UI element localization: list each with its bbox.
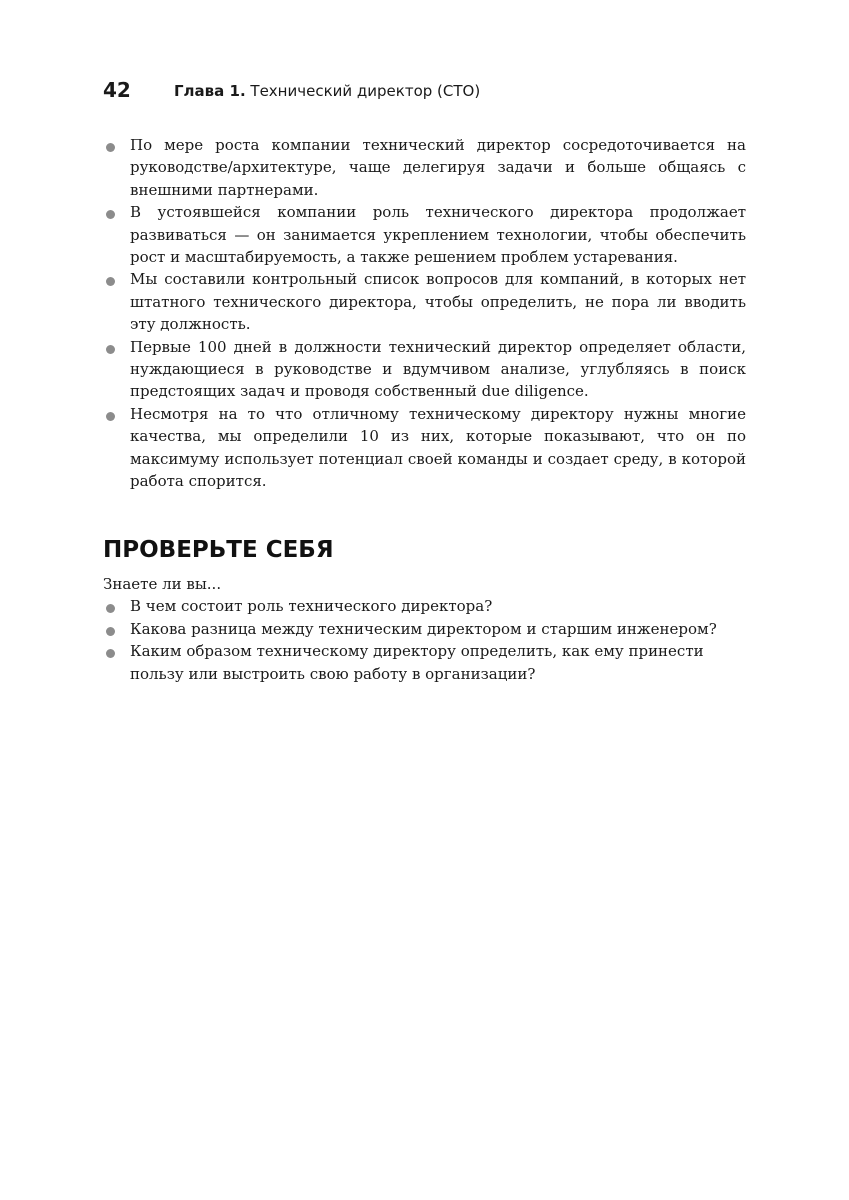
bullet-icon bbox=[106, 604, 115, 613]
list-item-text: Каким образом техническому директору определить, как ему принести пользу или выстроить свою работу в организации? bbox=[130, 642, 704, 683]
bullet-icon bbox=[106, 210, 115, 219]
bullet-icon bbox=[106, 277, 115, 286]
list-item-text: Какова разница между техническим директором и старшим инженером? bbox=[130, 619, 717, 638]
list-item bbox=[103, 403, 746, 493]
list-item-text: По мере роста компании технический директор сосредоточивается на руководстве/архитектуре, чаще делегируя задачи и больше общаясь с внешними партнерами. bbox=[130, 136, 746, 199]
section-heading: ПРОВЕРЬТЕ СЕБЯ bbox=[103, 537, 334, 563]
list-item bbox=[103, 268, 746, 335]
list-item-text: Мы составили контрольный список вопросов для компаний, в которых нет штатного технического директора, чтобы определить, не пора ли вводить эту должность. bbox=[130, 270, 746, 334]
review-questions bbox=[103, 595, 746, 685]
page-number: 42 bbox=[103, 78, 131, 102]
chapter-label: Глава 1. bbox=[174, 82, 246, 100]
list-item-text: Несмотря на то что отличному техническому директору нужны многие качества, мы определили 10 из них, которые показывают, что он по максимуму использует потенциал своей команды и создает среду, в которой работа спорится. bbox=[130, 404, 746, 491]
summary-list bbox=[103, 134, 746, 493]
list-item bbox=[103, 640, 746, 685]
bullet-icon bbox=[106, 412, 115, 421]
list-item-text: В устоявшейся компании роль технического директора продолжает развиваться — он занимается укреплением технологии, чтобы обеспечить рост и масштабируемость, а также решением проблем устаревания. bbox=[130, 203, 746, 267]
bullet-icon bbox=[106, 345, 115, 354]
list-item bbox=[103, 134, 746, 201]
review-lead: Знаете ли вы... bbox=[103, 575, 222, 593]
review-section bbox=[103, 573, 746, 685]
bullet-icon bbox=[106, 627, 115, 636]
chapter-title bbox=[174, 79, 480, 103]
bullet-icon bbox=[106, 649, 115, 658]
list-item bbox=[103, 595, 746, 617]
list-item bbox=[103, 201, 746, 268]
chapter-title-text: Технический директор (CTO) bbox=[245, 82, 481, 100]
list-item bbox=[103, 336, 746, 403]
summary-section bbox=[103, 134, 746, 493]
running-head bbox=[103, 76, 763, 104]
list-item-text: Первые 100 дней в должности технический директор определяет области, нуждающиеся в руководстве и вдумчивом анализе, углубляясь в поиск предстоящих задач и проводя собственный due diligence. bbox=[130, 337, 746, 401]
list-item-text: В чем состоит роль технического директора? bbox=[130, 597, 493, 616]
bullet-icon bbox=[106, 143, 115, 152]
list-item bbox=[103, 618, 746, 640]
